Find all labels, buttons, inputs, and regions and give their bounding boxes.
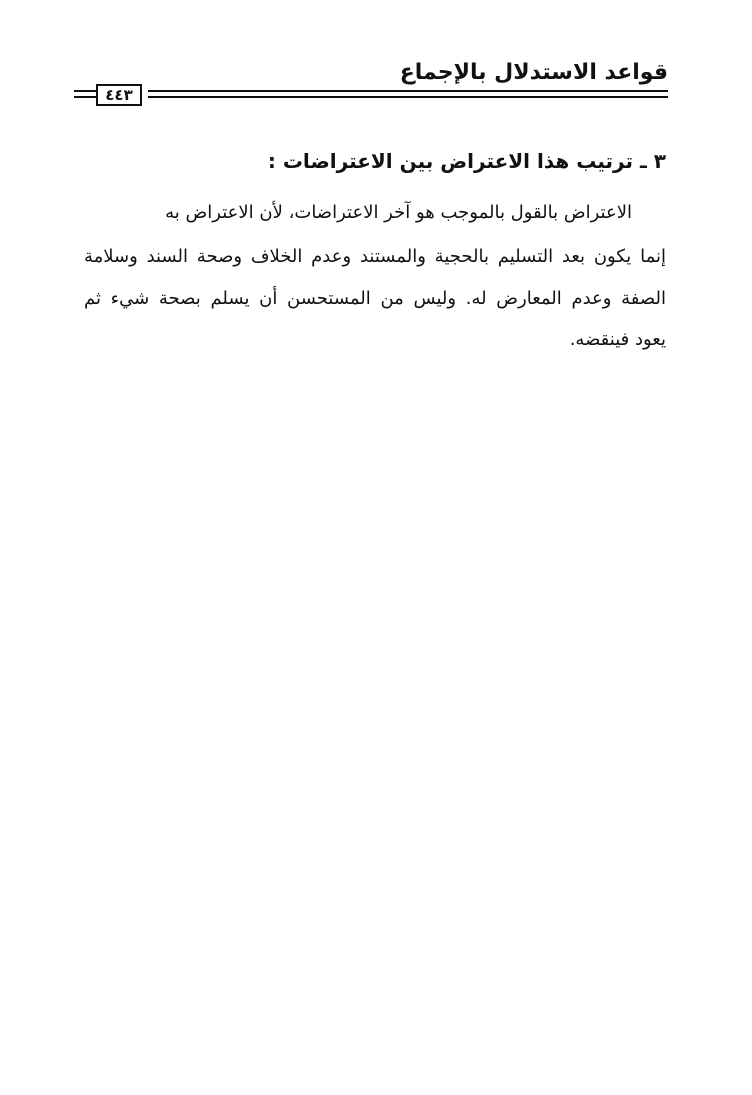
header-rule-left [74, 90, 96, 98]
paragraph-line: يعود فينقضه. [569, 329, 666, 350]
paragraph-line: إنما يكون بعد التسليم بالحجية والمستند وعدم الخلاف وصحة السند وسلامة [84, 246, 666, 267]
paragraph-line: الاعتراض بالقول بالموجب هو آخر الاعتراضات، لأن الاعتراض به [165, 202, 632, 223]
header-rule-right [148, 90, 668, 98]
page-number: ٤٤٣ [96, 84, 142, 106]
section-heading: ٣ ـ ترتيب هذا الاعتراض بين الاعتراضات : [267, 149, 666, 173]
running-header-title: قواعد الاستدلال بالإجماع [399, 60, 668, 85]
paragraph-line: الصفة وعدم المعارض له. وليس من المستحسن أن يسلم بصحة شيء ثم [84, 288, 666, 309]
